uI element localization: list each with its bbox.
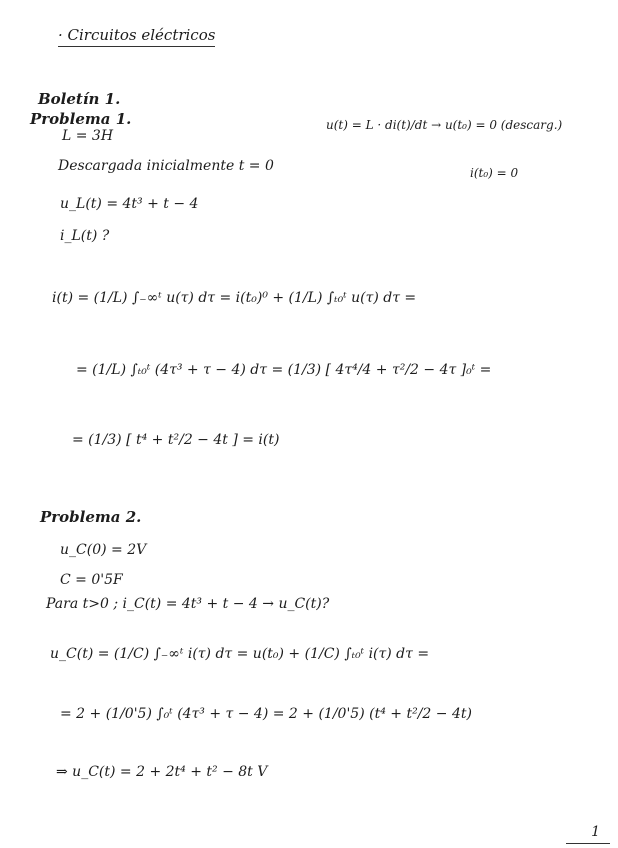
equation-line: u_L(t) = 4t³ + t − 4 <box>60 196 199 212</box>
equation-line: u_C(t) = (1/C) ∫₋∞ᵗ i(τ) dτ = u(t₀) + (1/C) ∫ₜ₀ᵗ i(τ) dτ = <box>50 646 430 662</box>
equation-line: u_C(0) = 2V <box>60 542 147 558</box>
given-value: L = 3H <box>62 128 114 144</box>
equation-line: ⇒ u_C(t) = 2 + 2t⁴ + t² − 8t V <box>56 764 268 780</box>
condition-line: Descargada inicialmente t = 0 <box>58 158 274 174</box>
equation-line: = (1/3) [ t⁴ + t²/2 − 4t ] = i(t) <box>72 432 280 448</box>
page-title: · Circuitos eléctricos <box>58 26 215 47</box>
equation-line: i(t) = (1/L) ∫₋∞ᵗ u(τ) dτ = i(t₀)⁰ + (1/L) ∫ₜ₀ᵗ u(τ) dτ = <box>52 290 417 306</box>
equation-line: C = 0'5F <box>60 572 123 588</box>
equation-line: = 2 + (1/0'5) ∫₀ᵗ (4τ³ + τ − 4) = 2 + (1/0'5) (t⁴ + t²/2 − 4t) <box>60 706 472 722</box>
page-number-underline <box>566 843 610 844</box>
problem-heading: Problema 2. <box>40 508 142 526</box>
equation-line: i_L(t) ? <box>60 228 110 244</box>
equation-line: Para t>0 ; i_C(t) = 4t³ + t − 4 → u_C(t)? <box>46 596 330 612</box>
side-formula: u(t) = L · di(t)/dt → u(t₀) = 0 (descarg.) <box>326 118 563 132</box>
side-note: i(t₀) = 0 <box>470 166 519 180</box>
equation-line: = (1/L) ∫ₜ₀ᵗ (4τ³ + τ − 4) dτ = (1/3) [ 4τ⁴/4 + τ²/2 − 4τ ]₀ᵗ = <box>76 362 492 378</box>
section-heading: Boletín 1. <box>38 90 121 108</box>
problem-heading: Problema 1. <box>30 110 132 128</box>
page-number: 1 <box>591 824 600 840</box>
